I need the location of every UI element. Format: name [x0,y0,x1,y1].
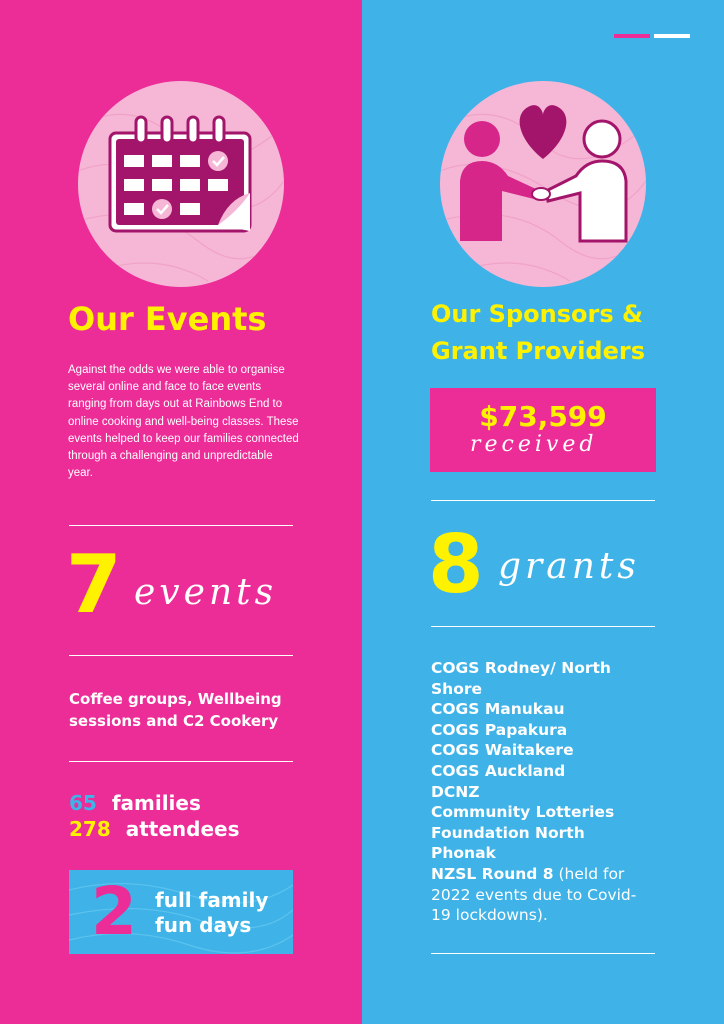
sponsors-heading [431,296,645,370]
divider [431,626,655,627]
last-grant-name: NZSL Round 8 [431,864,554,883]
families-count: 65 [69,791,97,815]
events-word: events [134,572,278,613]
fun-days-count: 2 [91,873,137,950]
events-count: 7 [66,538,122,631]
divider [431,500,655,501]
grant-list [431,658,651,926]
divider [69,525,293,526]
decorative-bars [614,34,690,38]
list-item: Community Lotteries [431,803,615,822]
list-item: COGS Rodney/ North Shore [431,659,611,698]
amount-word: received [470,432,598,457]
fun-days-label-1: full family [155,888,269,912]
last-grant-note: (held for 2022 events due to Covid-19 lockdowns). [431,864,637,925]
divider [431,953,655,954]
sponsors-heading-line2: Grant Providers [431,337,646,365]
attendees-count: 278 [69,817,111,841]
list-item-last [431,864,651,926]
divider [69,761,293,762]
list-item: COGS Waitakere [431,741,574,760]
handshake-heart-icon [440,81,646,287]
activities-text: Coffee groups, Wellbeing sessions and C2 Cookery [69,690,282,730]
calendar-icon [78,81,284,287]
list-item: COGS Manukau [431,700,565,719]
grants-word: grants [498,546,640,587]
events-heading: Our Events [68,300,267,338]
attendees-label: attendees [125,817,240,841]
amount-box [430,388,656,472]
families-label: families [111,791,201,815]
sponsors-heading-line1: Our Sponsors & [431,300,643,328]
list-item: Foundation North [431,823,585,842]
events-description: Against the odds we were able to organise several online and face to face events ranging from days out at Rainbows End to online cooking and well-being classes. These events helped to keep our families connected through a challenging and unpredictable year. [68,364,299,480]
amount-value: $73,599 [479,400,607,433]
families-stat [69,790,201,816]
fun-days-box [69,870,293,954]
list-item: COGS Papakura [431,720,568,739]
list-item: Phonak [431,844,496,863]
list-item: COGS Auckland [431,761,566,780]
fun-days-label-2: fun days [155,913,252,937]
attendees-stat [69,816,240,842]
divider [69,655,293,656]
list-item: DCNZ [431,782,480,801]
grants-count: 8 [428,518,484,611]
